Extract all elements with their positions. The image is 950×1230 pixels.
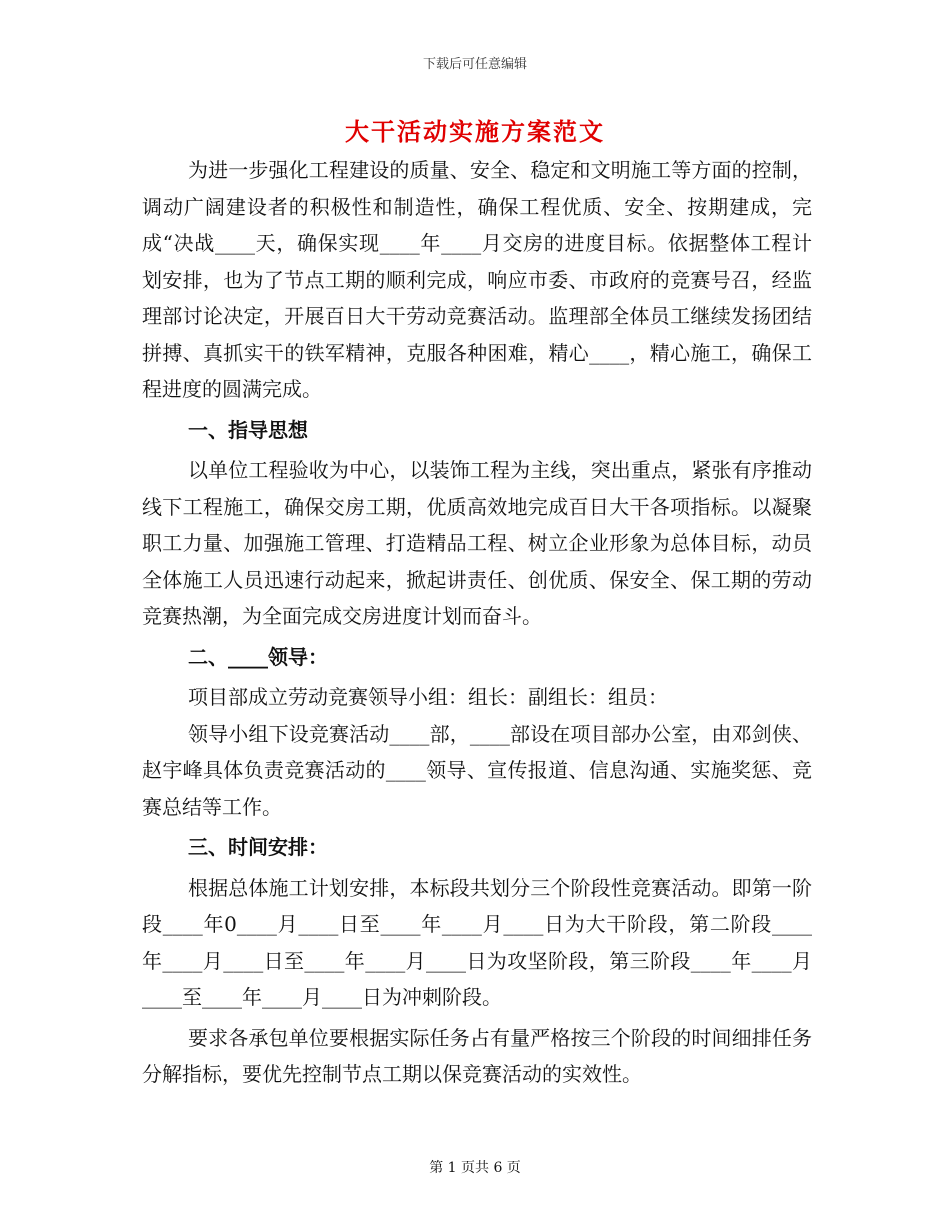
section-2-paragraph-b: 领导小组下设竞赛活动____部，____部设在项目部办公室，由邓剑侠、赵宇峰具体负责竞赛活动的____领导、宣传报道、信息沟通、实施奖惩、竞赛总结等工作。 [142,721,812,819]
section-1-paragraph: 以单位工程验收为中心，以装饰工程为主线，突出重点，紧张有序推动线下工程施工，确保交房工期，优质高效地完成百日大干各项指标。以凝聚职工力量、加强施工管理、打造精品工程、树立企业形象为总体目标，动员全体施工人员迅速行动起来，掀起讲责任、创优质、保安全、保工期的劳动竞赛热潮，为全面完成交房进度计划而奋斗。 [142,458,812,628]
section-heading-1: 一、指导思想 [188,417,308,442]
section-3-paragraph-a: 根据总体施工计划安排，本标段共划分三个阶段性竞赛活动。即第一阶段____年0____月____日至____年____月____日为大干阶段，第二阶段____年____月____日至____年____月____日为攻坚阶段，第三阶段____年____月____至____年____月____日为冲刺阶段。 [142,875,812,1009]
intro-paragraph: 为进一步强化工程建设的质量、安全、稳定和文明施工等方面的控制，调动广阔建设者的积极性和制造性，确保工程优质、安全、按期建成，完成“决战____天，确保实现____年____月交房的进度目标。依据整体工程计划安排，也为了节点工期的顺利完成，响应市委、市政府的竞赛号召，经监理部讨论决定，开展百日大干劳动竞赛活动。监理部全体员工继续发扬团结拼搏、真抓实干的铁军精神，克服各种困难，精心____，精心施工，确保工程进度的圆满完成。 [142,158,812,401]
section-2-paragraph-a: 项目部成立劳动竞赛领导小组：组长：副组长：组员： [188,685,668,709]
page-header: 下载后可任意编辑 [422,57,527,72]
page-footer: 第 1 页共 6 页 [429,1160,521,1176]
document-title: 大干活动实施方案范文 [345,117,605,146]
document-body [142,152,812,1093]
section-heading-3: 三、时间安排： [188,835,328,859]
section-heading-2: 二、____领导： [188,644,328,669]
section-3-paragraph-b: 要求各承包单位要根据实际任务占有量严格按三个阶段的时间细排任务分解指标，要优先控制节点工期以保竞赛活动的实效性。 [142,1025,812,1086]
